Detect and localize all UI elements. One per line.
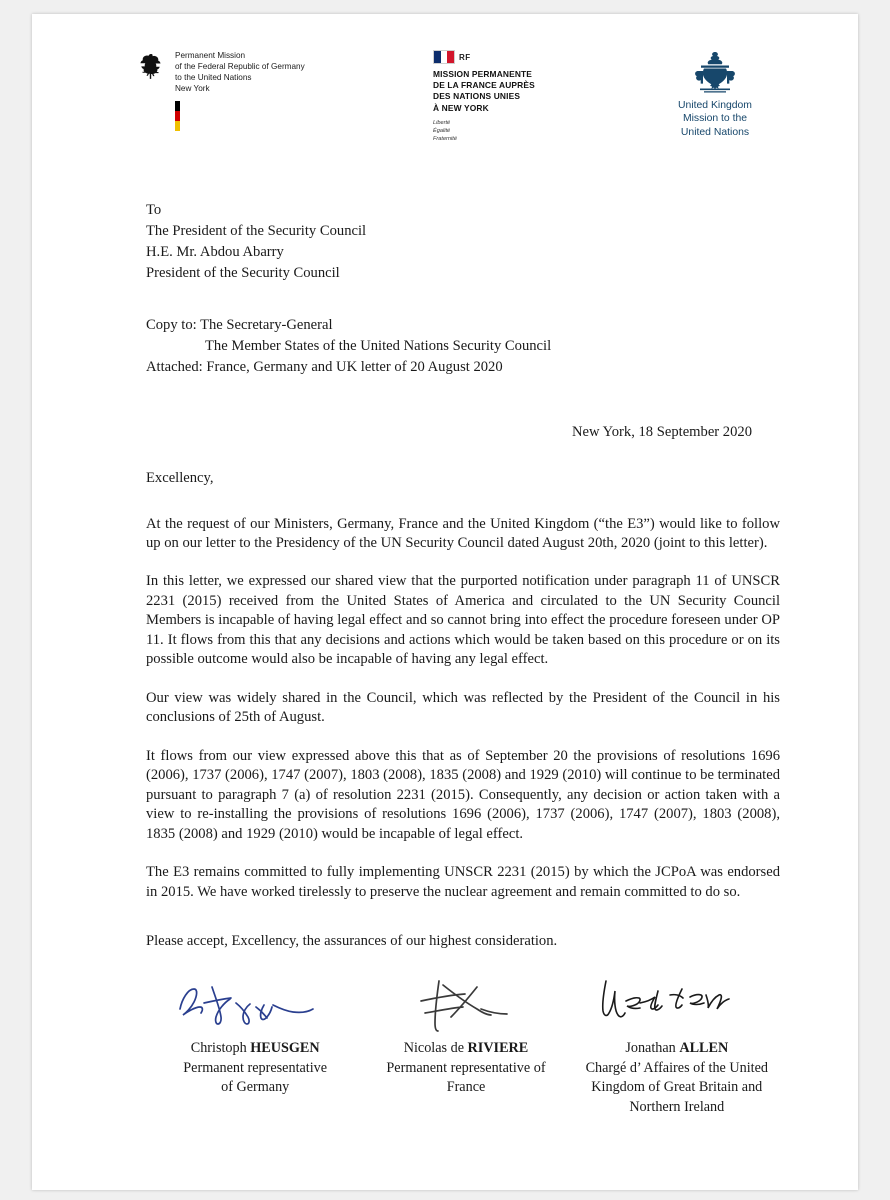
signatory-lastname-germany: HEUSGEN (250, 1040, 320, 1057)
signatory-role-france-2: France (446, 1079, 486, 1096)
paragraph-5: The E3 remains committed to fully implementing UNSCR 2231 (2015) by which the JCPoA was endorsed in 2015. We have worked tirelessly to preserve the nuclear agreement and remain committed to do so. (146, 864, 780, 900)
french-flag-icon (433, 50, 455, 64)
germany-line-1: Permanent Mission (175, 51, 246, 60)
letterhead (94, 50, 796, 154)
france-line-3: DES NATIONS UNIES (433, 91, 521, 102)
paragraph-4: It flows from our view expressed above this that as of September 20 the provisions of resolutions 1696 (2006), 1737 (2006), 1747 (2007), 1803 (2008), 1835 (2008) and 1929 (2010) will continue to be terminated pursuant to paragraph 7 (a) of resolution 2231 (2015). Consequently, any decision or action taken with a view to re-installing the provisions of resolutions 1696 (2006), 1737 (2006), 1747 (2007), 1803 (2008), 1835 (2008) and 1929 (2010) would be incapable of legal effect. (146, 747, 780, 842)
uk-line-2: Mission to the (682, 113, 748, 125)
france-mission-text (433, 50, 535, 143)
copy-block (146, 315, 780, 378)
signatory-name-uk (578, 1039, 776, 1059)
signature-mark-heusgen (156, 975, 354, 1037)
signatory-role-germany-1: Permanent representative (183, 1059, 328, 1076)
france-line-1: MISSION PERMANENTE (433, 69, 533, 79)
france-line-4: À NEW YORK (433, 102, 489, 113)
france-motto-1: Liberté (433, 119, 451, 126)
address-line-2: H.E. Mr. Abdou Abarry (146, 243, 284, 260)
signatory-role-france-1: Permanent representative of (386, 1059, 546, 1076)
signatory-lastname-uk: ALLEN (679, 1040, 729, 1057)
signature-mark-allen (578, 975, 776, 1037)
france-flag-line (433, 50, 535, 64)
german-flag-bar-icon (175, 101, 180, 131)
letter-body (94, 200, 796, 1118)
signature-row (146, 975, 780, 1117)
uk-mission-text (678, 50, 752, 139)
germany-mission-text (175, 50, 305, 131)
france-motto-3: Fraternité (433, 135, 457, 142)
address-line-3: President of the Security Council (146, 264, 340, 281)
signatory-role-uk-3: Northern Ireland (629, 1099, 725, 1116)
signatory-firstname-france: Nicolas de (403, 1040, 468, 1057)
letterhead-france (433, 50, 593, 143)
address-line-1: The President of the Security Council (146, 222, 367, 239)
signatory-name-germany (156, 1039, 354, 1059)
signatory-lastname-france: RIVIERE (467, 1040, 529, 1057)
uk-line-1: United Kingdom (678, 100, 752, 111)
address-to-label: To (146, 202, 162, 218)
germany-line-3: to the United Nations (175, 72, 252, 82)
paragraph-1: At the request of our Ministers, Germany, France and the United Kingdom (“the E3”) would like to follow up on our letter to the Presidency of the UN Security Council dated August 20th, 2020 (joint to this letter). (146, 515, 780, 551)
uk-line-3: United Nations (680, 126, 750, 138)
letter-page (32, 14, 858, 1190)
signature-mark-riviere (367, 975, 565, 1037)
france-motto (433, 119, 535, 143)
letterhead-germany (136, 50, 386, 131)
signatory-role-germany-2: of Germany (221, 1079, 290, 1096)
signatory-firstname-uk: Jonathan (625, 1040, 680, 1057)
attached-line: Attached: France, Germany and UK letter of 20 August 2020 (146, 359, 503, 376)
signature-block-france (367, 975, 565, 1117)
france-motto-2: Égalité (433, 127, 451, 134)
france-line-2: DE LA FRANCE AUPRÈS (433, 80, 535, 91)
closing-line: Please accept, Excellency, the assurances of our highest consideration. (146, 933, 558, 950)
paragraph-3: Our view was widely shared in the Council, which was reflected by the President of the Council in his conclusions of 25th of August. (146, 689, 780, 726)
date-line: New York, 18 September 2020 (572, 424, 752, 441)
letterhead-uk (640, 50, 790, 139)
uk-royal-coat-of-arms (692, 50, 738, 96)
germany-line-4: New York (175, 83, 210, 93)
signatory-role-uk-2: Kingdom of Great Britain and (591, 1079, 763, 1096)
signature-block-uk (578, 975, 776, 1117)
copy-to-line: Copy to: The Secretary-General (146, 317, 333, 334)
signatory-role-uk-1: Chargé d’ Affaires of the United (585, 1059, 768, 1076)
salutation: Excellency, (146, 470, 214, 487)
signatory-firstname-germany: Christoph (190, 1040, 251, 1057)
handwritten-signature-icon (582, 975, 772, 1037)
paragraph-2: In this letter, we expressed our shared view that the purported notification under paragraph 11 of UNSCR 2231 (2015) received from the United States of America and circulated to the UN Security Council Members is incapable of having legal effect and so cannot bring into effect the procedure foreseen under OP 11. It flows from this that any decisions and actions which would be taken based on this procedure or on its possible outcome would also be incapable of having any legal effect. (146, 573, 780, 668)
handwritten-signature-icon (381, 975, 551, 1037)
signatory-name-france (367, 1039, 565, 1059)
recipient-address-block (146, 200, 780, 283)
france-republic-mark: RF (459, 52, 471, 62)
germany-line-2: of the Federal Republic of Germany (175, 61, 305, 71)
copy-member-states-line: The Member States of the United Nations Security Council (205, 338, 552, 355)
german-federal-eagle-emblem (136, 50, 166, 84)
signature-block-germany (156, 975, 354, 1117)
handwritten-signature-icon (160, 975, 350, 1037)
